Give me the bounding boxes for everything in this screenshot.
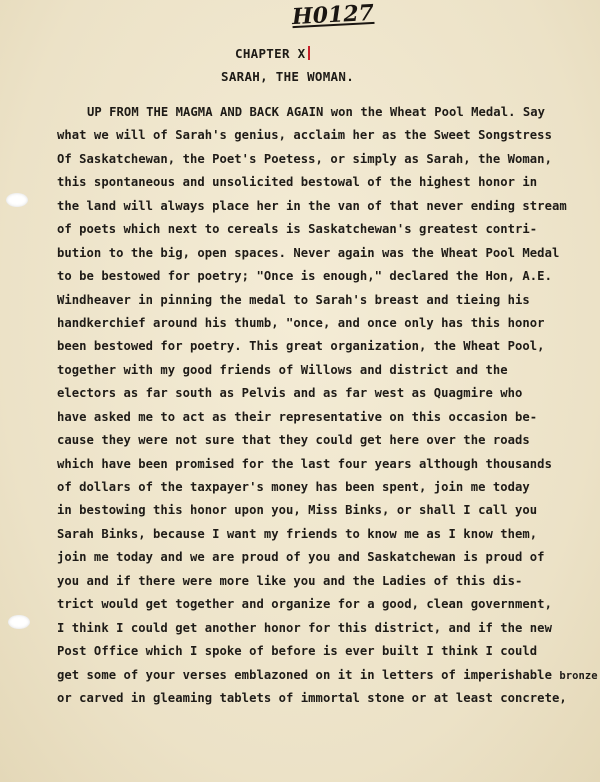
chapter-subtitle: SARAH, THE WOMAN. [221, 69, 355, 84]
text-line: Windheaver in pinning the medal to Sarah's breast and tieing his [57, 292, 530, 307]
text-line: of dollars of the taxpayer's money has been spent, join me today [57, 480, 530, 494]
text-line: to be bestowed for poetry; "Once is enough," declared the Hon, A.E. [57, 269, 552, 284]
text-line: UP FROM THE MAGMA AND BACK AGAIN won the Wheat Pool Medal. Say [87, 105, 546, 119]
text-line: join me today and we are proud of you and Saskatchewan is proud of [57, 550, 545, 565]
text-line: handkerchief around his thumb, "once, and once only has this honor [57, 315, 545, 330]
chapter-heading-text: CHAPTER X [235, 46, 306, 61]
text-line: have asked me to act as their representative on this occasion be- [57, 409, 538, 424]
text-line-main: get some of your verses emblazoned on it in letters of imperishable [57, 667, 552, 682]
text-line: you and if there were more like you and the Ladies of this dis- [57, 573, 523, 588]
text-line [57, 664, 597, 687]
punch-hole [6, 193, 28, 207]
text-line: which have been promised for the last four years although thousands [57, 456, 552, 471]
text-line: what we will of Sarah's genius, acclaim her as the Sweet Songstress [57, 128, 552, 143]
text-line: in bestowing this honor upon you, Miss Binks, or shall I call you [57, 503, 538, 518]
text-line: Of Saskatchewan, the Poet's Poetess, or simply as Sarah, the Woman, [57, 151, 552, 166]
archive-number: H0127 [291, 0, 375, 31]
text-line: electors as far south as Pelvis and as far west as Quagmire who [57, 386, 523, 401]
text-line: bution to the big, open spaces. Never again was the Wheat Pool Medal [57, 245, 560, 260]
text-line: the land will always place her in the van of that never ending stream [57, 198, 567, 213]
text-line: I think I could get another honor for this district, and if the new [57, 620, 552, 635]
text-line: trict would get together and organize for a good, clean government, [57, 597, 552, 612]
chapter-heading [235, 46, 310, 61]
text-line: Sarah Binks, because I want my friends to know me as I know them, [57, 526, 538, 541]
text-line: of poets which next to cereals is Saskatchewan's greatest contri- [57, 222, 538, 237]
text-line: this spontaneous and unsolicited bestowal of the highest honor in [57, 175, 538, 190]
text-line-tail: bronze [559, 669, 598, 682]
red-pencil-mark [308, 46, 310, 60]
text-line: or carved in gleaming tablets of immortal stone or at least concrete, [57, 690, 567, 705]
text-line: been bestowed for poetry. This great organization, the Wheat Pool, [57, 339, 545, 354]
body-text [57, 101, 597, 710]
text-line: cause they were not sure that they could get here over the roads [57, 433, 530, 448]
punch-hole [8, 615, 30, 629]
text-line: Post Office which I spoke of before is ever built I think I could [57, 644, 538, 659]
text-line: together with my good friends of Willows and district and the [57, 362, 508, 377]
